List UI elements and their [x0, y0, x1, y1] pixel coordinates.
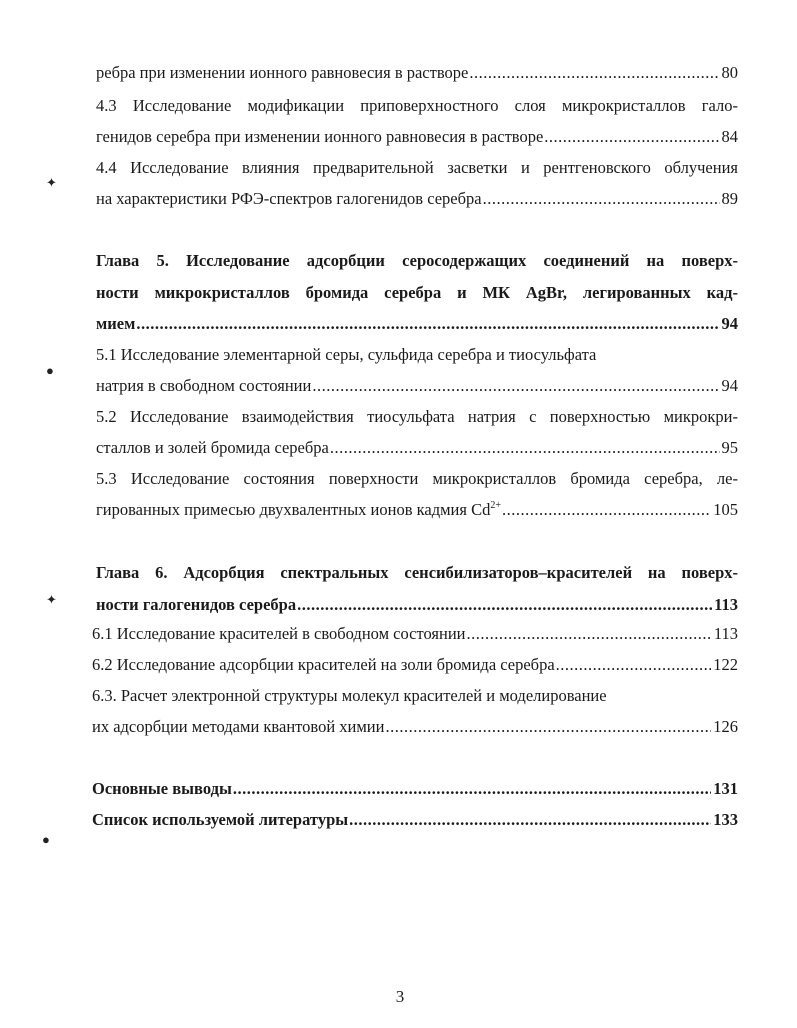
toc-page-number: 126	[713, 717, 738, 736]
toc-entry-4-3	[96, 126, 738, 148]
dot-leader	[312, 375, 719, 397]
toc-entry-text: сталлов и золей бромида серебра	[96, 438, 329, 457]
toc-entry-text: генидов серебра при изменении ионного равновесия в растворе	[96, 127, 544, 146]
superscript-charge: 2+	[490, 500, 501, 511]
toc-entry-text: ребра при изменении ионного равновесия в растворе	[96, 63, 469, 82]
toc-chapter-6	[96, 594, 738, 616]
toc-entry-text: 6.2 Исследование адсорбции красителей на золи бромида серебра	[92, 655, 555, 674]
toc-page-number: 131	[713, 779, 738, 798]
toc-entry-4-2	[96, 62, 738, 84]
dot-leader	[136, 313, 719, 335]
toc-entry-5-1	[96, 375, 738, 397]
toc-page-number: 113	[713, 624, 738, 643]
toc-conclusions	[92, 778, 738, 800]
dot-leader	[469, 62, 719, 84]
toc-entry-5-2-line1: 5.2 Исследование взаимодействия тиосульфата натрия с поверхностью микрокри-	[96, 407, 738, 426]
toc-page-number: 113	[714, 595, 738, 614]
scan-mark: ✦	[46, 592, 57, 607]
toc-page-number: 95	[721, 438, 738, 457]
toc-page-number: 122	[713, 655, 738, 674]
dot-leader	[385, 716, 711, 738]
page-number: 3	[395, 987, 405, 1006]
dot-leader	[483, 188, 720, 210]
scan-mark: ●	[46, 363, 54, 378]
dot-leader	[233, 778, 711, 800]
toc-entry-4-4	[96, 188, 738, 210]
toc-entry-text	[96, 499, 501, 521]
dot-leader	[466, 623, 711, 645]
dot-leader	[502, 499, 711, 521]
toc-entry-6-2	[92, 654, 738, 676]
toc-page-number: 94	[721, 376, 738, 395]
dot-leader	[349, 809, 711, 831]
toc-chapter-5-line1: Глава 5. Исследование адсорбции серосодержащих соединений на поверх-	[96, 251, 738, 270]
toc-entry-6-1	[92, 623, 738, 645]
toc-entry-5-3-line1: 5.3 Исследование состояния поверхности микрокристаллов бромида серебра, ле-	[96, 469, 738, 488]
scan-mark: ✦	[46, 175, 57, 190]
toc-entry-text-main: гированных примесью двухвалентных ионов кадмия Cd	[96, 500, 491, 519]
toc-page-number: 80	[721, 63, 738, 82]
toc-entry-text: ности галогенидов серебра	[96, 595, 297, 614]
toc-chapter-5	[96, 313, 738, 335]
toc-entry-5-3	[96, 499, 738, 521]
toc-entry-4-3-line1: 4.3 Исследование модификации приповерхностного слоя микрокристаллов гало-	[96, 96, 738, 115]
toc-page-number: 94	[721, 314, 738, 333]
toc-entry-6-3	[92, 716, 738, 738]
toc-references	[92, 809, 738, 831]
toc-entry-6-3-line1: 6.3. Расчет электронной структуры молекул красителей и моделирование	[92, 686, 607, 705]
dot-leader	[330, 437, 720, 459]
toc-entry-text: мием	[96, 314, 136, 333]
dot-leader	[297, 594, 712, 616]
dot-leader	[556, 654, 712, 676]
toc-page-number: 133	[713, 810, 738, 829]
toc-entry-text: их адсорбции методами квантовой химии	[92, 717, 385, 736]
toc-page-number: 84	[721, 127, 738, 146]
toc-page-number: 105	[713, 500, 738, 519]
toc-entry-text: Основные выводы	[92, 779, 232, 798]
toc-entry-text: натрия в свободном состоянии	[96, 376, 312, 395]
toc-chapter-5-line2: ности микрокристаллов бромида серебра и МК AgBr, легированных кад-	[96, 283, 738, 302]
toc-entry-4-4-line1: 4.4 Исследование влияния предварительной засветки и рентгеновского облучения	[96, 158, 738, 177]
toc-chapter-6-line1: Глава 6. Адсорбция спектральных сенсибилизаторов–красителей на поверх-	[96, 563, 738, 582]
dot-leader	[544, 126, 719, 148]
toc-entry-5-1-line1: 5.1 Исследование элементарной серы, сульфида серебра и тиосульфата	[96, 345, 597, 364]
toc-entry-text: Список используемой литературы	[92, 810, 349, 829]
toc-entry-text: 6.1 Исследование красителей в свободном состоянии	[92, 624, 466, 643]
toc-page-number: 89	[721, 189, 738, 208]
toc-entry-5-2	[96, 437, 738, 459]
scan-mark: ●	[42, 832, 50, 847]
toc-entry-text: на характеристики РФЭ-спектров галогенидов серебра	[96, 189, 482, 208]
